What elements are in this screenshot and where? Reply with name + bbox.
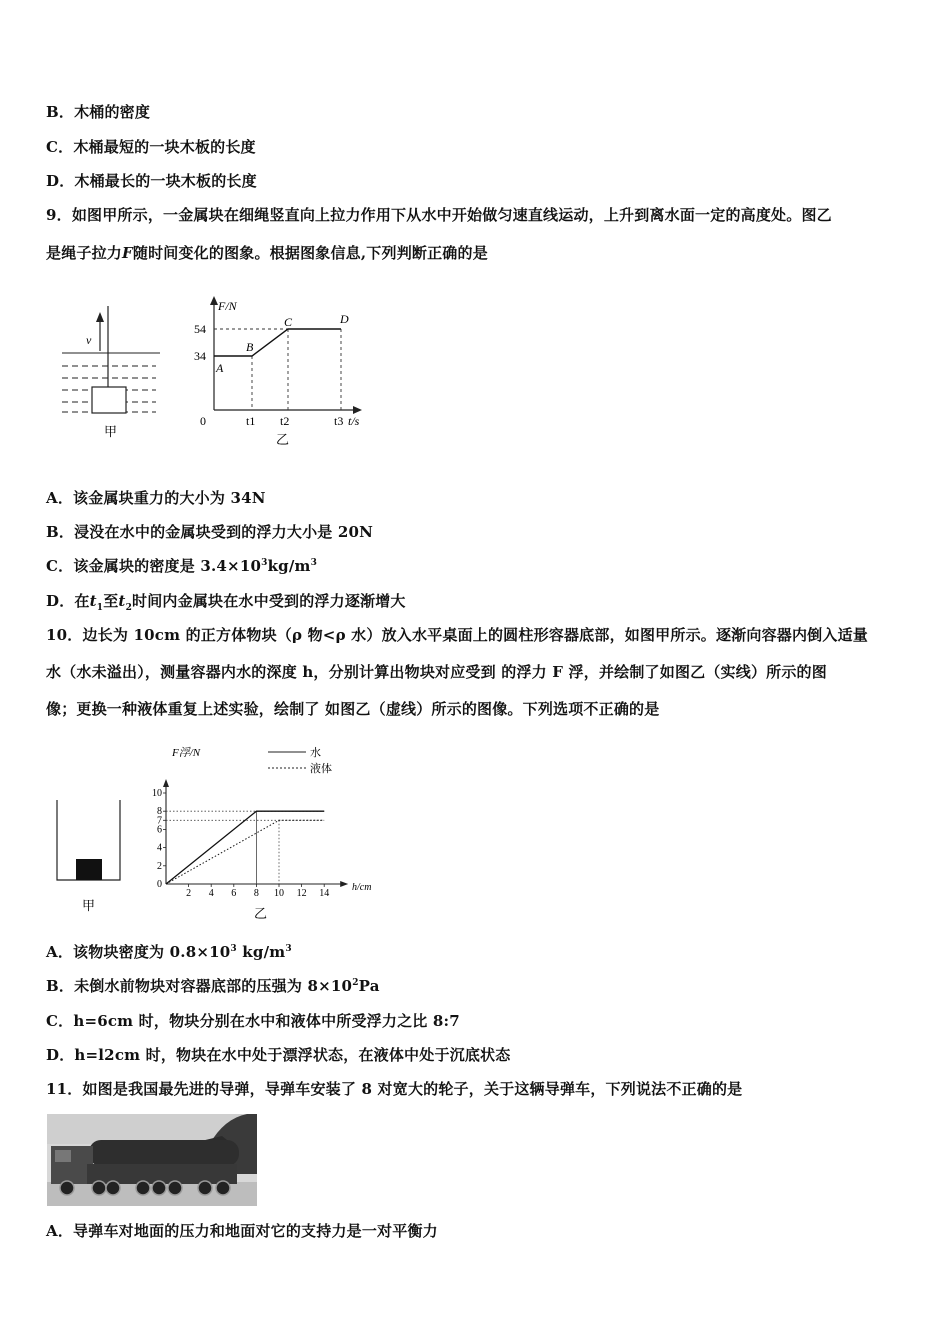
- missile-truck-photo: [47, 1114, 257, 1206]
- x-axis-label: t/s: [348, 414, 360, 428]
- q9-stem-line1: 9．如图甲所示，一金属块在细绳竖直向上拉力作用下从水中开始做匀速直线运动，上升到离水面一定的高度处。图乙: [46, 206, 832, 224]
- q8-option-d: D．木桶最长的一块木板的长度: [46, 172, 257, 190]
- chart-y-tick: 0: [157, 879, 162, 890]
- q10-stem-line3: 像；更换一种液体重复上述实验，绘制了 如图乙（虚线）所示的图像。下列选项不正确的是: [46, 700, 660, 718]
- q10-figure-jia: [50, 790, 130, 920]
- origin-label: 0: [200, 414, 206, 428]
- x-tick-t1: t1: [246, 414, 256, 428]
- q10-option-d: D．h=l2cm 时，物块在水中处于漂浮状态，在液体中处于沉底状态: [46, 1046, 511, 1064]
- q11-stem: 11．如图是我国最先进的导弹，导弹车安装了 8 对宽大的轮子，关于这辆导弹车，下列说法不正确的是: [46, 1080, 743, 1098]
- q9-figure-yi: [188, 290, 378, 450]
- q9-option-c: C．该金属块的密度是 $3.4\times 10^3kg/m^3$: [46, 557, 318, 575]
- chart-y-tick: 4: [157, 842, 162, 854]
- chart-x-tick: 14: [319, 888, 330, 899]
- x-tick-t2: t2: [280, 414, 290, 428]
- chart-y-tick: 10: [152, 788, 162, 799]
- q10-stem-line1: 10．边长为 10cm 的正方体物块（ρ 物<ρ 水）放入水平桌面上的圆柱形容器底部，如图甲所示。逐渐向容器内倒入适量: [46, 626, 868, 644]
- chart-y-tick: 7: [157, 815, 162, 827]
- q10-stem-line2: 水（水未溢出），测量容器内水的深度 h，分别计算出物块对应受到 的浮力 F 浮，并绘制了如图乙（实线）所示的图: [46, 663, 827, 681]
- chart-y-tick: 2: [157, 860, 162, 872]
- velocity-label: v: [86, 333, 92, 347]
- chart-x-tick: 12: [296, 888, 307, 899]
- chart-x-axis-label: h/cm: [352, 882, 372, 893]
- q9-figure-jia: [56, 296, 166, 446]
- q9-stem-line2: 是绳子拉力F随时间变化的图象。根据图象信息,下列判断正确的是: [46, 244, 488, 262]
- cube-block: [76, 859, 102, 880]
- q11-option-a: A．导弹车对地面的压力和地面对它的支持力是一对平衡力: [46, 1222, 438, 1240]
- y-tick-54: 54: [194, 322, 206, 336]
- metal-block: [92, 387, 126, 413]
- chart-y-axis-label: F浮/N: [172, 747, 201, 759]
- q9-option-a: A．该金属块重力的大小为 34N: [46, 489, 266, 507]
- q9-option-d: D．在$t_1$至$t_2$时间内金属块在水中受到的浮力逐渐增大: [46, 592, 406, 613]
- x-axis-arrow-icon: [353, 406, 362, 414]
- y-arrow-icon: [163, 779, 169, 787]
- chart-x-tick: 8: [253, 888, 259, 899]
- point-a-label: A: [216, 361, 224, 375]
- q10-option-c: C．h=6cm 时，物块分别在水中和液体中所受浮力之比 8:7: [46, 1012, 460, 1030]
- fig-jia-caption: 甲: [104, 424, 118, 439]
- series-water-line: [166, 811, 324, 884]
- x-tick-t3: t3: [334, 414, 344, 428]
- y-axis-label: F/N: [218, 299, 237, 313]
- legend-water: 水: [310, 747, 321, 759]
- q9-option-b: B．浸没在水中的金属块受到的浮力大小是 20N: [46, 523, 374, 541]
- q8-option-b: B．木桶的密度: [46, 103, 151, 121]
- point-c-label: C: [284, 315, 293, 329]
- force-curve: [214, 329, 341, 356]
- fig-jia-caption: 甲: [82, 898, 96, 913]
- q8-option-c: C．木桶最短的一块木板的长度: [46, 138, 256, 156]
- q10-chart: [146, 738, 386, 928]
- q10-option-b: B．未倒水前物块对容器底部的压强为 $8\times 10^2Pa$: [46, 977, 380, 995]
- arrow-head-icon: [96, 312, 104, 322]
- chart-x-tick: 2: [186, 888, 192, 899]
- x-arrow-icon: [340, 881, 348, 887]
- chart-y-tick: 6: [157, 824, 162, 836]
- series-liquid-line: [166, 820, 324, 884]
- chart-y-tick: 8: [157, 806, 162, 818]
- y-axis-arrow-icon: [210, 296, 218, 305]
- y-tick-34: 34: [194, 349, 206, 363]
- q10-option-a: A．该物块密度为 $0.8\times 10^3$ $kg/m^3$: [46, 943, 292, 961]
- chart-x-tick: 6: [231, 888, 237, 899]
- chart-x-tick: 10: [274, 888, 284, 899]
- legend-liquid: 液体: [310, 763, 332, 775]
- point-d-label: D: [340, 312, 349, 326]
- fig-yi-caption: 乙: [254, 906, 268, 921]
- fig-yi-caption: 乙: [276, 432, 290, 447]
- chart-x-tick: 4: [208, 888, 214, 899]
- point-b-label: B: [246, 340, 254, 354]
